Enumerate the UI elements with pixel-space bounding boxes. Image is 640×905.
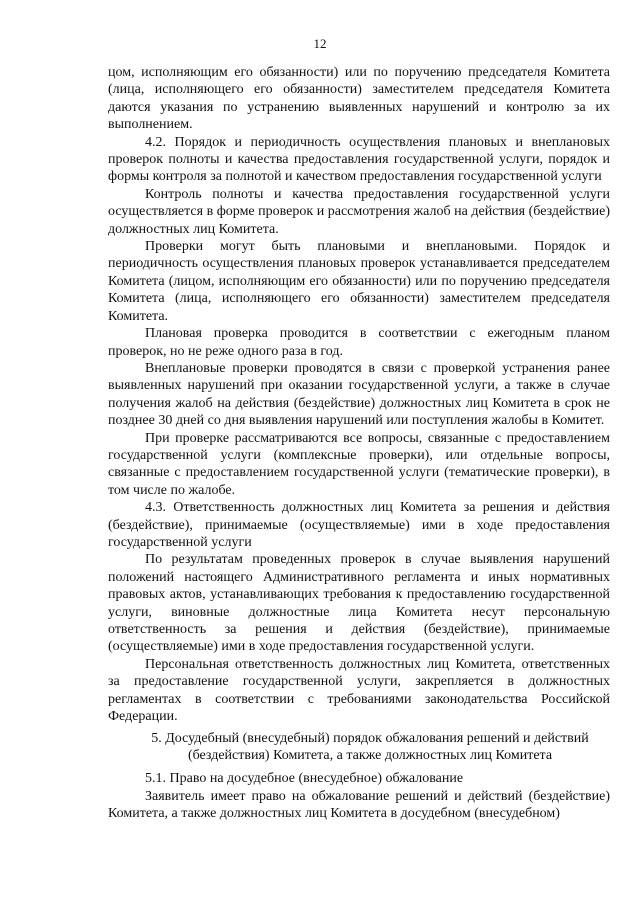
paragraph: Контроль полноты и качества предоставления государственной услуги осуществляется в форме проверок и рассмотрения жалоб на действия (бездействие) должностных лиц Комитета. <box>108 186 610 237</box>
paragraph: Внеплановые проверки проводятся в связи с проверкой устранения ранее выявленных нарушений при оказании государственной услуги, а также в случае получения жалоб на действия (бездействие) должностных лиц Комитета в срок не позднее 30 дней со дня выявления нарушений или поступления жалобы в Комитет. <box>108 360 610 429</box>
paragraph: При проверке рассматриваются все вопросы, связанные с предоставлением государственной услуги (комплексные проверки), или отдельные вопросы, связанные с предоставлением государственной услуги (тематические проверки), в том числе по жалобе. <box>108 430 610 498</box>
paragraph: По результатам проведенных проверок в случае выявления нарушений положений настоящего Административного регламента и иных нормативных правовых актов, устанавливающих требования к предоставлению государственной услуги, виновные должностные лица Комитета несут персональную ответственность за решения и действия (бездействие), принимаемые (осуществляемые) ими в ходе предоставления государственной услуги. <box>108 552 610 655</box>
paragraph: Плановая проверка проводится в соответствии с ежегодным планом проверок, но не реже одного раза в год. <box>108 326 610 359</box>
paragraphs-after <box>108 770 610 822</box>
paragraphs-before <box>108 64 610 725</box>
paragraph: 4.3. Ответственность должностных лиц Комитета за решения и действия (бездействие), принимаемые (осуществляемые) ими в ходе предоставления государственной услуги <box>108 500 610 550</box>
page-content <box>108 64 610 823</box>
paragraph: Заявитель имеет право на обжалование решений и действий (бездействие) Комитета, а также должностных лиц Комитета в досудебном (внесудебном) <box>108 788 610 822</box>
paragraph: Персональная ответственность должностных лиц Комитета, ответственных за предоставление государственной услуги, закрепляется в должностных регламентах в соответствии с требованиями законодательства Российской Федерации. <box>108 656 610 725</box>
paragraph: Проверки могут быть плановыми и внеплановыми. Порядок и периодичность осуществления плановых проверок устанавливается председателем Комитета (лицом, исполняющим его обязанности) или по поручению председателя Комитета (лица, исполняющего его обязанности) заместителем председателя Комитета. <box>108 239 610 324</box>
paragraph: цом, исполняющим его обязанности) или по поручению председателя Комитета (лица, исполняющего его обязанности) заместителем председателя Комитета даются указания по устранению выявленных нарушений и контролю за их выполнением. <box>108 65 610 133</box>
paragraph: 4.2. Порядок и периодичность осуществления плановых и внеплановых проверок полноты и качества предоставления государственной услуги, порядок и формы контроля за полнотой и качеством предоставления государственной услуги <box>108 134 610 185</box>
section-heading: 5. Досудебный (внесудебный) порядок обжалования решений и действий (бездействия) Комитета, а также должностных лиц Комитета <box>151 731 589 763</box>
paragraph: 5.1. Право на досудебное (внесудебное) обжалование <box>145 771 464 787</box>
page-number: 12 <box>313 36 327 51</box>
